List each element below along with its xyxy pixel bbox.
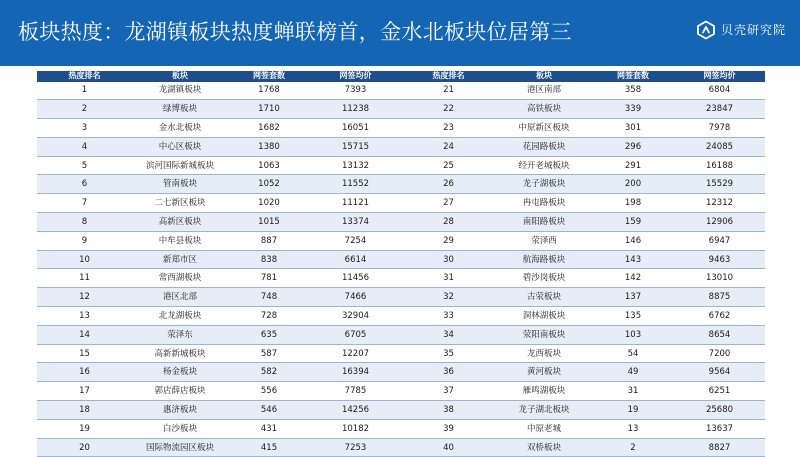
cell-avg-price-right: 23847: [674, 100, 765, 119]
cell-count-left: 415: [228, 438, 310, 457]
cell-rank-left: 19: [37, 419, 132, 438]
cell-count-right: 198: [592, 194, 674, 213]
cell-avg-price-right: 8654: [674, 325, 765, 344]
cell-avg-price-right: 9463: [674, 250, 765, 269]
cell-district-left: 惠济板块: [132, 401, 228, 420]
cell-rank-right: 22: [401, 100, 496, 119]
cell-rank-right: 39: [401, 419, 496, 438]
cell-district-left: 二七新区板块: [132, 194, 228, 213]
cell-rank-left: 5: [37, 156, 132, 175]
table-row: [37, 325, 765, 344]
cell-district-left: 白沙板块: [132, 419, 228, 438]
table-row: [37, 419, 765, 438]
cell-count-right: 301: [592, 119, 674, 138]
cell-rank-left: 2: [37, 100, 132, 119]
cell-district-right: 经开老城板块: [496, 156, 592, 175]
header-district-right: 板块: [496, 71, 592, 82]
cell-rank-right: 31: [401, 269, 496, 288]
cell-count-left: 1682: [228, 119, 310, 138]
cell-avg-price-left: 7254: [310, 231, 401, 250]
cell-rank-right: 26: [401, 175, 496, 194]
cell-avg-price-left: 7785: [310, 382, 401, 401]
cell-count-right: 137: [592, 288, 674, 307]
cell-rank-right: 29: [401, 231, 496, 250]
cell-count-right: 19: [592, 401, 674, 420]
cell-avg-price-left: 6614: [310, 250, 401, 269]
cell-count-left: 1380: [228, 137, 310, 156]
cell-district-left: 国际物流园区板块: [132, 438, 228, 457]
cell-rank-left: 6: [37, 175, 132, 194]
brand: [696, 20, 786, 40]
cell-district-right: 中原新区板块: [496, 119, 592, 138]
cell-district-right: 双桥板块: [496, 438, 592, 457]
cell-rank-left: 9: [37, 231, 132, 250]
cell-district-right: 中原老城: [496, 419, 592, 438]
cell-avg-price-left: 11456: [310, 269, 401, 288]
cell-avg-price-left: 16394: [310, 363, 401, 382]
cell-count-right: 2: [592, 438, 674, 457]
cell-district-right: 冉屯路板块: [496, 194, 592, 213]
table-row: [37, 213, 765, 232]
cell-rank-left: 4: [37, 137, 132, 156]
table-row: [37, 231, 765, 250]
cell-district-right: 黄河板块: [496, 363, 592, 382]
cell-count-right: 143: [592, 250, 674, 269]
cell-rank-right: 27: [401, 194, 496, 213]
table-row: [37, 175, 765, 194]
cell-count-right: 291: [592, 156, 674, 175]
cell-count-left: 781: [228, 269, 310, 288]
header-rank-left: 热度排名: [37, 71, 132, 82]
cell-avg-price-left: 11552: [310, 175, 401, 194]
table-header-row: [37, 71, 765, 82]
cell-district-left: 新郑市区: [132, 250, 228, 269]
cell-district-right: 高铁板块: [496, 100, 592, 119]
cell-avg-price-left: 7253: [310, 438, 401, 457]
cell-rank-left: 20: [37, 438, 132, 457]
cell-district-right: 古荥板块: [496, 288, 592, 307]
cell-avg-price-right: 8875: [674, 288, 765, 307]
cell-rank-right: 25: [401, 156, 496, 175]
cell-count-right: 103: [592, 325, 674, 344]
table-row: [37, 119, 765, 138]
cell-district-right: 航海路板块: [496, 250, 592, 269]
cell-rank-left: 14: [37, 325, 132, 344]
cell-avg-price-right: 6762: [674, 307, 765, 326]
cell-count-left: 1015: [228, 213, 310, 232]
cell-district-left: 高新区板块: [132, 213, 228, 232]
cell-count-right: 49: [592, 363, 674, 382]
cell-rank-left: 7: [37, 194, 132, 213]
cell-district-right: 荥泽西: [496, 231, 592, 250]
cell-rank-right: 23: [401, 119, 496, 138]
cell-count-left: 431: [228, 419, 310, 438]
cell-count-right: 142: [592, 269, 674, 288]
cell-rank-right: 33: [401, 307, 496, 326]
cell-avg-price-right: 6804: [674, 82, 765, 100]
cell-district-right: 洞林湖板块: [496, 307, 592, 326]
cell-rank-right: 21: [401, 82, 496, 100]
cell-count-right: 31: [592, 382, 674, 401]
table-row: [37, 137, 765, 156]
table-row: [37, 307, 765, 326]
cell-avg-price-left: 11121: [310, 194, 401, 213]
table-row: [37, 438, 765, 457]
cell-district-left: 北龙湖板块: [132, 307, 228, 326]
cell-district-left: 郭店薛店板块: [132, 382, 228, 401]
cell-district-left: 常西湖板块: [132, 269, 228, 288]
cell-avg-price-left: 7466: [310, 288, 401, 307]
cell-count-right: 54: [592, 344, 674, 363]
cell-avg-price-right: 13637: [674, 419, 765, 438]
cell-rank-left: 17: [37, 382, 132, 401]
cell-rank-right: 38: [401, 401, 496, 420]
table-row: [37, 156, 765, 175]
cell-rank-left: 1: [37, 82, 132, 100]
header-rank-right: 热度排名: [401, 71, 496, 82]
cell-rank-left: 10: [37, 250, 132, 269]
cell-district-right: 荥阳南板块: [496, 325, 592, 344]
cell-avg-price-left: 6705: [310, 325, 401, 344]
table-body: [37, 82, 765, 457]
table-row: [37, 250, 765, 269]
title-banner: [0, 0, 800, 66]
cell-rank-left: 11: [37, 269, 132, 288]
cell-avg-price-right: 25680: [674, 401, 765, 420]
cell-rank-left: 8: [37, 213, 132, 232]
cell-district-left: 高新新城板块: [132, 344, 228, 363]
cell-avg-price-right: 6947: [674, 231, 765, 250]
header-district-left: 板块: [132, 71, 228, 82]
table-row: [37, 100, 765, 119]
cell-district-right: 南阳路板块: [496, 213, 592, 232]
cell-rank-right: 37: [401, 382, 496, 401]
cell-district-right: 龙子湖板块: [496, 175, 592, 194]
cell-rank-right: 35: [401, 344, 496, 363]
cell-rank-left: 18: [37, 401, 132, 420]
cell-rank-left: 16: [37, 363, 132, 382]
cell-rank-right: 24: [401, 137, 496, 156]
table-row: [37, 401, 765, 420]
cell-avg-price-left: 16051: [310, 119, 401, 138]
cell-avg-price-right: 6251: [674, 382, 765, 401]
brand-name: 贝壳研究院: [720, 23, 786, 37]
cell-avg-price-left: 11238: [310, 100, 401, 119]
cell-avg-price-left: 13132: [310, 156, 401, 175]
table-row: [37, 344, 765, 363]
cell-avg-price-left: 14256: [310, 401, 401, 420]
cell-district-right: 雁鸣湖板块: [496, 382, 592, 401]
cell-district-left: 金水北板块: [132, 119, 228, 138]
cell-district-right: 龙西板块: [496, 344, 592, 363]
cell-count-right: 135: [592, 307, 674, 326]
cell-count-left: 728: [228, 307, 310, 326]
cell-district-left: 滨河国际新城板块: [132, 156, 228, 175]
cell-district-left: 杨金板块: [132, 363, 228, 382]
cell-count-right: 146: [592, 231, 674, 250]
cell-avg-price-right: 8827: [674, 438, 765, 457]
cell-rank-right: 34: [401, 325, 496, 344]
cell-count-left: 1768: [228, 82, 310, 100]
cell-district-left: 龙湖镇板块: [132, 82, 228, 100]
cell-count-left: 838: [228, 250, 310, 269]
heat-ranking-table: [37, 71, 765, 457]
cell-count-left: 1710: [228, 100, 310, 119]
cell-avg-price-left: 7393: [310, 82, 401, 100]
table-row: [37, 288, 765, 307]
table-row: [37, 82, 765, 100]
cell-district-left: 港区北部: [132, 288, 228, 307]
beike-logo-icon: [696, 20, 716, 40]
header-count-right: 网签套数: [592, 71, 674, 82]
cell-count-right: 200: [592, 175, 674, 194]
cell-district-left: 中牟县板块: [132, 231, 228, 250]
cell-count-left: 556: [228, 382, 310, 401]
cell-rank-right: 28: [401, 213, 496, 232]
cell-district-right: 花园路板块: [496, 137, 592, 156]
cell-district-left: 中心区板块: [132, 137, 228, 156]
cell-count-left: 1052: [228, 175, 310, 194]
cell-avg-price-left: 10182: [310, 419, 401, 438]
cell-rank-left: 3: [37, 119, 132, 138]
cell-avg-price-right: 7978: [674, 119, 765, 138]
header-avg-price-right: 网签均价: [674, 71, 765, 82]
cell-district-left: 管南板块: [132, 175, 228, 194]
cell-district-left: 荥泽东: [132, 325, 228, 344]
table-row: [37, 382, 765, 401]
cell-avg-price-left: 12207: [310, 344, 401, 363]
cell-rank-right: 30: [401, 250, 496, 269]
cell-avg-price-left: 32904: [310, 307, 401, 326]
cell-avg-price-right: 15529: [674, 175, 765, 194]
cell-district-right: 碧沙岗板块: [496, 269, 592, 288]
table-row: [37, 194, 765, 213]
cell-count-right: 358: [592, 82, 674, 100]
cell-district-right: 龙子湖北板块: [496, 401, 592, 420]
cell-count-right: 296: [592, 137, 674, 156]
cell-avg-price-right: 7200: [674, 344, 765, 363]
cell-count-right: 339: [592, 100, 674, 119]
table-row: [37, 363, 765, 382]
cell-count-left: 1063: [228, 156, 310, 175]
cell-rank-left: 13: [37, 307, 132, 326]
cell-district-right: 港区南部: [496, 82, 592, 100]
cell-rank-right: 32: [401, 288, 496, 307]
cell-rank-left: 12: [37, 288, 132, 307]
cell-count-right: 13: [592, 419, 674, 438]
cell-avg-price-left: 13374: [310, 213, 401, 232]
cell-count-left: 546: [228, 401, 310, 420]
cell-rank-left: 15: [37, 344, 132, 363]
cell-rank-right: 40: [401, 438, 496, 457]
cell-avg-price-right: 24085: [674, 137, 765, 156]
header-count-left: 网签套数: [228, 71, 310, 82]
cell-rank-right: 36: [401, 363, 496, 382]
cell-avg-price-right: 13010: [674, 269, 765, 288]
cell-count-left: 887: [228, 231, 310, 250]
table-row: [37, 269, 765, 288]
cell-avg-price-right: 12906: [674, 213, 765, 232]
cell-avg-price-right: 16188: [674, 156, 765, 175]
cell-avg-price-right: 9564: [674, 363, 765, 382]
cell-count-right: 159: [592, 213, 674, 232]
cell-avg-price-left: 15715: [310, 137, 401, 156]
header-avg-price-left: 网签均价: [310, 71, 401, 82]
cell-avg-price-right: 12312: [674, 194, 765, 213]
cell-count-left: 635: [228, 325, 310, 344]
cell-count-left: 582: [228, 363, 310, 382]
cell-count-left: 587: [228, 344, 310, 363]
cell-count-left: 1020: [228, 194, 310, 213]
page-title: 板块热度：龙湖镇板块热度蝉联榜首，金水北板块位居第三: [18, 20, 572, 44]
cell-count-left: 748: [228, 288, 310, 307]
cell-district-left: 绿博板块: [132, 100, 228, 119]
